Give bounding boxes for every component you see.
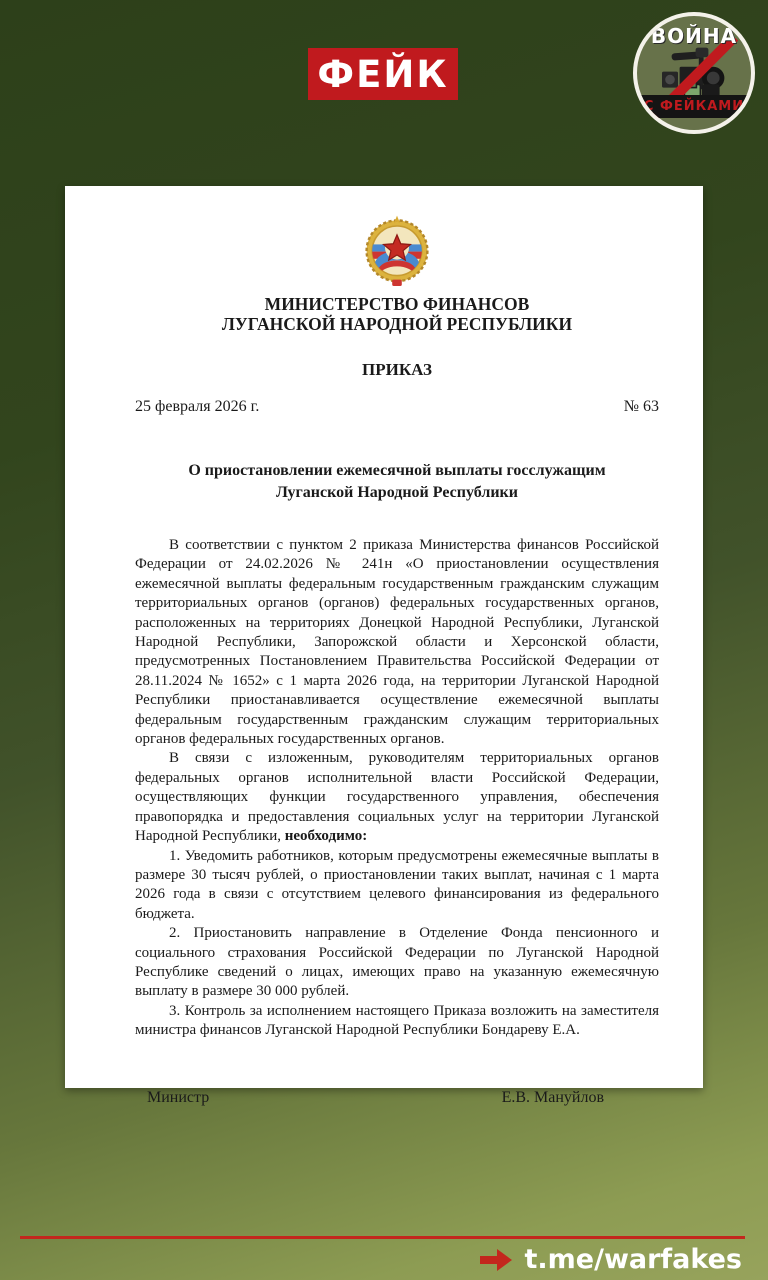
list-item-1: 1. Уведомить работников, которым предусмотрены ежемесячные выплаты в размере 30 тысяч рублей, о приостановлении таких выплат, начиная с 1 марта 2026 года в связи с отсутствием целевого финансирования из федерального бюджета.: [135, 847, 659, 922]
right-arrow-icon: [480, 1249, 512, 1271]
logo-bottom-band: [633, 95, 755, 118]
fake-stamp-label: ФЕЙК: [317, 52, 449, 96]
signature-row: [135, 1089, 659, 1107]
paragraph-2-text: В связи с изложенным, руководителям территориальных органов федеральных органов исполнительной власти Российской Федерации, осуществляющих функции государственного управления, обеспечения правопорядка и предоставления социальных услуг на территории Луганской Народной Республики,: [135, 750, 659, 845]
paragraph-2-bold: необходимо:: [284, 828, 368, 845]
document-number: № 63: [623, 398, 659, 415]
logo-inner: [637, 16, 751, 130]
ministry-heading: [135, 294, 659, 334]
ministry-line1: МИНИСТЕРСТВО ФИНАНСОВ: [264, 294, 530, 314]
date-number-row: [135, 398, 659, 416]
paragraph-2: [135, 749, 659, 846]
document-page: [65, 186, 703, 1106]
logo-bottom-label: С ФЕЙКАМИ: [643, 99, 745, 114]
fake-stamp-badge: [308, 48, 458, 100]
document-type-heading: ПРИКАЗ: [362, 360, 432, 379]
list-item-3: 3. Контроль за исполнением настоящего Приказа возложить на заместителя министра финансов Луганской Народной Республики Бондареву Е.А.: [135, 1002, 659, 1039]
signature-role: Министр: [147, 1088, 210, 1106]
document-date: 25 февраля 2026 г.: [135, 398, 260, 415]
paragraph-1: В соответствии с пунктом 2 приказа Министерства финансов Российской Федерации от 24.02.2026 № 241н «О приостановлении осуществления ежемесячной выплаты федеральным государственным гражданским служащим территориальных органов (органов) федеральных государственных органов, расположенных на территориях Донецкой Народной Республики, Луганской Народной Республики, Запорожской области и Херсонской области, предусмотренных Постановлением Правительства Российской Федерации от 28.11.2024 № 1652» с 1 марта 2026 года, на территории Луганской Народной Республики приостанавливается осуществление ежемесячной выплаты федеральным государственным гражданским служащим территориальных органов федеральных государственных органов.: [135, 537, 659, 748]
war-on-fakes-logo: [633, 12, 755, 134]
document-title: [135, 460, 659, 504]
document-title-line2: Луганской Народной Республики: [276, 484, 518, 501]
signature-name: Е.В. Мануйлов: [501, 1088, 604, 1106]
logo-top-label: ВОЙНА: [650, 24, 738, 48]
lpr-coat-of-arms-icon: [357, 214, 437, 290]
document-body: [135, 536, 659, 1041]
channel-url[interactable]: t.me/warfakes: [524, 1244, 742, 1275]
ministry-line2: ЛУГАНСКОЙ НАРОДНОЙ РЕСПУБЛИКИ: [221, 314, 573, 334]
document-title-line1: О приостановлении ежемесячной выплаты госслужащим: [188, 462, 606, 479]
footer-divider-line: [20, 1236, 745, 1239]
list-item-2: 2. Приостановить направление в Отделение Фонда пенсионного и социального страхования Российской Федерации по Луганской Народной Республике сведений о лицах, имеющих право на указанную ежемесячную выплату в размере 30 000 рублей.: [135, 925, 659, 1000]
footer-channel-link[interactable]: [480, 1244, 742, 1275]
